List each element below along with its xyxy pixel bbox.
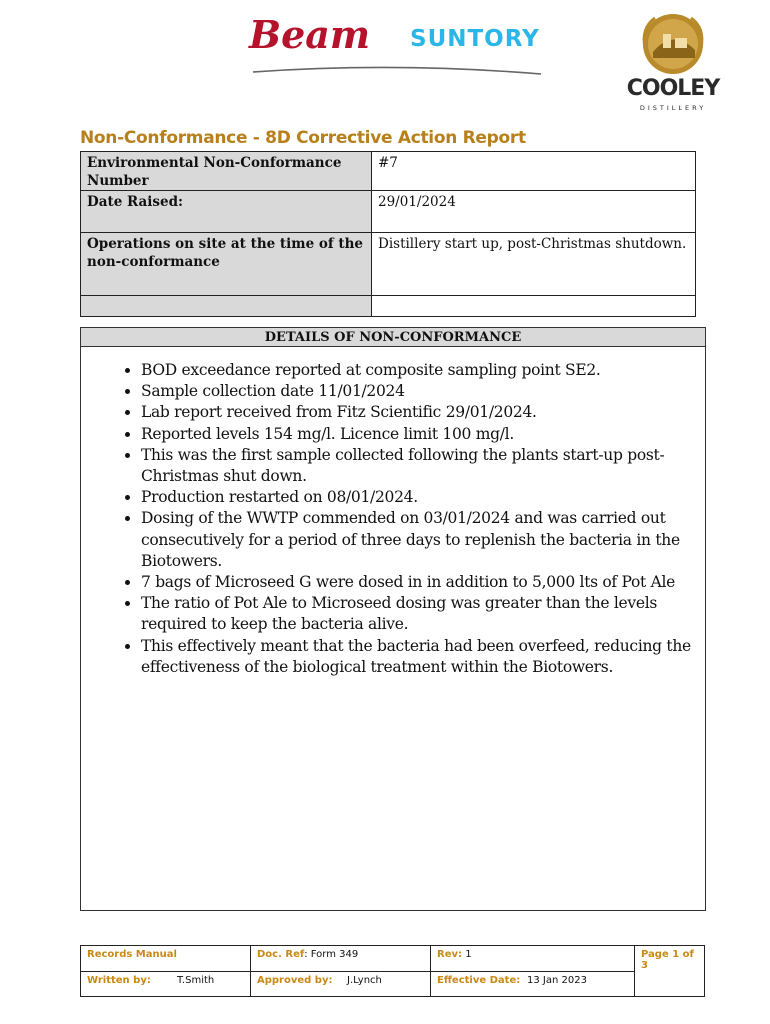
list-item: • This was the first sample collected following the plants start-up post-Christmas shut down.: [141, 445, 691, 487]
blank-value-cell: [371, 295, 696, 317]
cooley-logo-text: COOLEY: [626, 76, 720, 101]
doc-ref-cell: [250, 945, 431, 972]
doc-ref-value: : Form 349: [304, 949, 359, 960]
cooley-distillery-logo: [615, 8, 730, 118]
written-by-cell: [80, 971, 251, 997]
list-item: • This effectively meant that the bacteria had been overfeed, reducing the effectiveness of the biological treatment within the Biotowers.: [141, 636, 691, 678]
nc-number-value: #7: [371, 151, 696, 191]
list-item: • Dosing of the WWTP commended on 03/01/2024 and was carried out consecutively for a period of three days to replenish the bacteria in the Biotowers.: [141, 508, 691, 572]
operations-value: Distillery start up, post-Christmas shutdown.: [371, 232, 696, 296]
date-raised-value: 29/01/2024: [371, 190, 696, 233]
details-section: [80, 327, 706, 911]
rev-label: Rev:: [437, 949, 462, 960]
list-item: • The ratio of Pot Ale to Microseed dosing was greater than the levels required to keep the bacteria alive.: [141, 593, 691, 635]
approved-by-label: Approved by:: [257, 975, 333, 986]
beam-suntory-logo: [245, 10, 550, 80]
approved-by-cell: [250, 971, 431, 997]
report-title: Non-Conformance - 8D Corrective Action Report: [80, 128, 526, 148]
details-list: [81, 360, 691, 678]
effective-date-value: 13 Jan 2023: [527, 975, 587, 986]
distillery-logo-text: DISTILLERY: [639, 104, 707, 112]
list-item: • Lab report received from Fitz Scientific 29/01/2024.: [141, 402, 691, 423]
records-manual-label: Records Manual: [87, 949, 177, 960]
written-by-label: Written by:: [87, 975, 151, 986]
list-item: • Production restarted on 08/01/2024.: [141, 487, 691, 508]
date-raised-label: Date Raised:: [80, 190, 372, 233]
approved-by-value: J.Lynch: [347, 975, 382, 986]
effective-date-label: Effective Date:: [437, 975, 521, 986]
nc-number-label: Environmental Non-Conformance Number: [80, 151, 372, 191]
page-cell: [634, 945, 705, 997]
list-item: • BOD exceedance reported at composite sampling point SE2.: [141, 360, 691, 381]
list-item: • 7 bags of Microseed G were dosed in in addition to 5,000 lts of Pot Ale: [141, 572, 691, 593]
beam-swoosh-icon: [245, 58, 545, 80]
effective-date-cell: [430, 971, 635, 997]
document-footer: [80, 945, 705, 997]
beam-logo-text: Beam: [249, 12, 371, 57]
suntory-logo-text: SUNTORY: [410, 26, 540, 52]
list-item: • Sample collection date 11/01/2024: [141, 381, 691, 402]
details-header: DETAILS OF NON-CONFORMANCE: [81, 328, 705, 347]
list-item: • Reported levels 154 mg/l. Licence limit 100 mg/l.: [141, 424, 691, 445]
blank-label-cell: [80, 295, 372, 317]
rev-cell: [430, 945, 635, 972]
page-number-label: Page 1 of 3: [641, 949, 694, 971]
rev-value: 1: [465, 949, 472, 960]
doc-ref-label: Doc. Ref: [257, 949, 305, 960]
operations-label: Operations on site at the time of the non-conformance: [80, 232, 372, 296]
cooley-emblem-icon: [615, 8, 730, 78]
info-table: [80, 151, 696, 317]
records-manual-cell: [80, 945, 251, 972]
written-by-value: T.Smith: [177, 975, 215, 986]
